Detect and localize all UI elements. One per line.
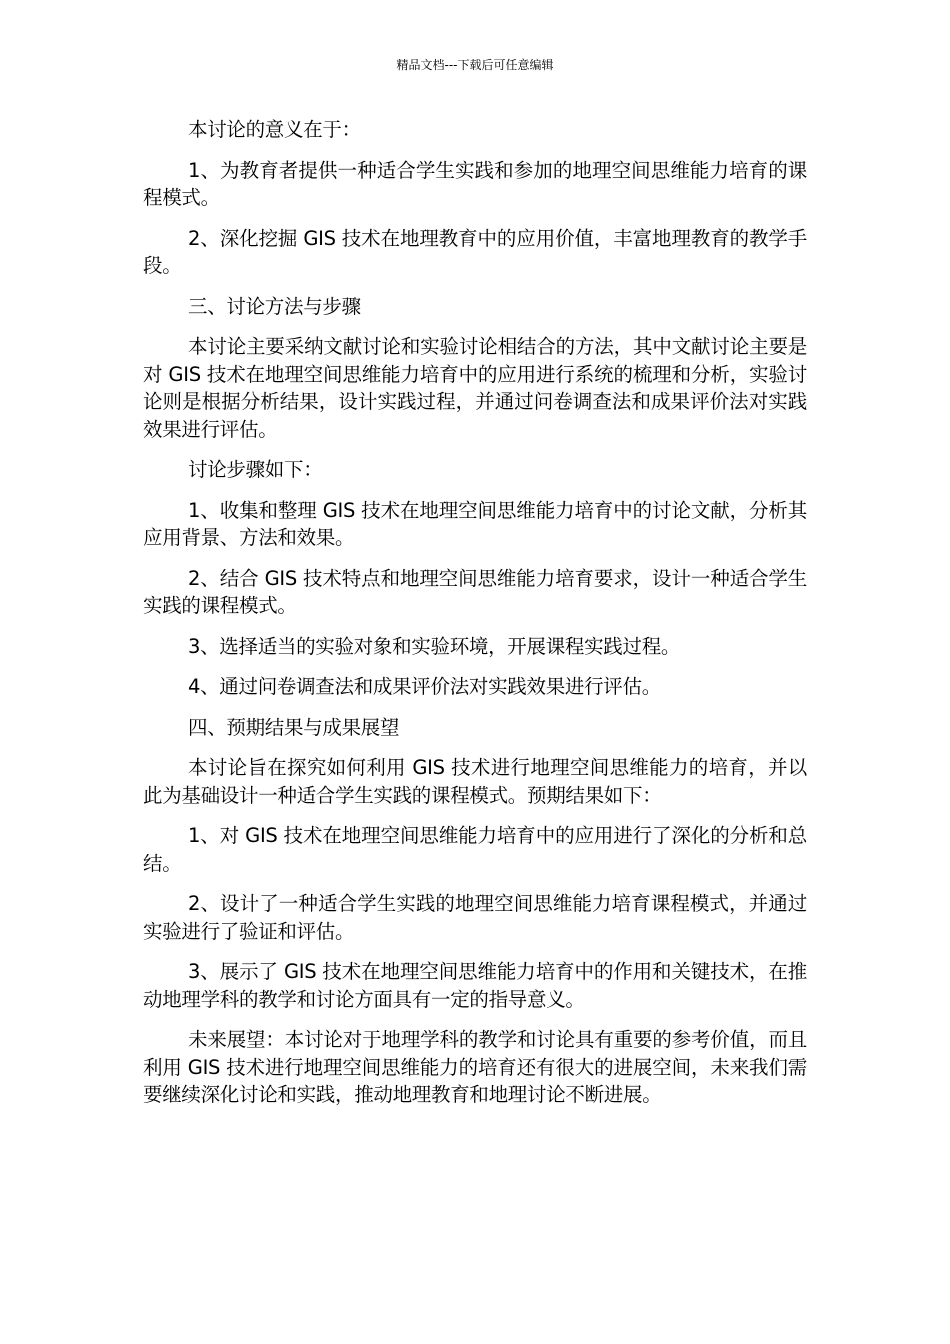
- paragraph-result-1: 1、对 GIS 技术在地理空间思维能力培育中的应用进行了深化的分析和总结。: [143, 824, 807, 875]
- page-header: 精品文档---下载后可任意编辑: [396, 58, 554, 72]
- paragraph-methods: 本讨论主要采纳文献讨论和实验讨论相结合的方法，其中文献讨论主要是对 GIS 技术在地理空间思维能力培育中的应用进行系统的梳理和分析，实验讨论则是根据分析结果，设计实践过程，并通过问卷调查法和成果评价法对实践效果进行评估。: [143, 335, 807, 441]
- paragraph-result-2: 2、设计了一种适合学生实践的地理空间思维能力培育课程模式，并通过实验进行了验证和评估。: [143, 892, 807, 943]
- paragraph-result-3: 3、展示了 GIS 技术在地理空间思维能力培育中的作用和关键技术，在推动地理学科的教学和讨论方面具有一定的指导意义。: [143, 960, 807, 1011]
- document-body: [143, 116, 807, 1122]
- paragraph-step-1: 1、收集和整理 GIS 技术在地理空间思维能力培育中的讨论文献，分析其应用背景、方法和效果。: [143, 498, 807, 549]
- section-heading-results: 四、预期结果与成果展望: [188, 715, 400, 739]
- paragraph-results-intro: 本讨论旨在探究如何利用 GIS 技术进行地理空间思维能力的培育，并以此为基础设计一种适合学生实践的课程模式。预期结果如下：: [143, 756, 807, 807]
- paragraph-steps-intro: 讨论步骤如下：: [188, 458, 323, 481]
- paragraph-significance-intro: 本讨论的意义在于：: [188, 118, 361, 141]
- paragraph-significance-2: 2、深化挖掘 GIS 技术在地理教育中的应用价值，丰富地理教育的教学手段。: [143, 226, 807, 277]
- paragraph-step-2: 2、结合 GIS 技术特点和地理空间思维能力培育要求，设计一种适合学生实践的课程模式。: [143, 566, 807, 617]
- paragraph-step-3: 3、选择适当的实验对象和实验环境，开展课程实践过程。: [188, 634, 681, 658]
- paragraph-significance-1: 1、为教育者提供一种适合学生实践和参加的地理空间思维能力培育的课程模式。: [143, 158, 807, 209]
- section-heading-methods: 三、讨论方法与步骤: [188, 294, 361, 318]
- paragraph-step-4: 4、通过问卷调查法和成果评价法对实践效果进行评估。: [188, 675, 661, 698]
- paragraph-outlook: 未来展望：本讨论对于地理学科的教学和讨论具有重要的参考价值，而且利用 GIS 技术进行地理空间思维能力的培育还有很大的进展空间，未来我们需要继续深化讨论和实践，推动地理教育和地理讨论不断进展。: [143, 1028, 807, 1106]
